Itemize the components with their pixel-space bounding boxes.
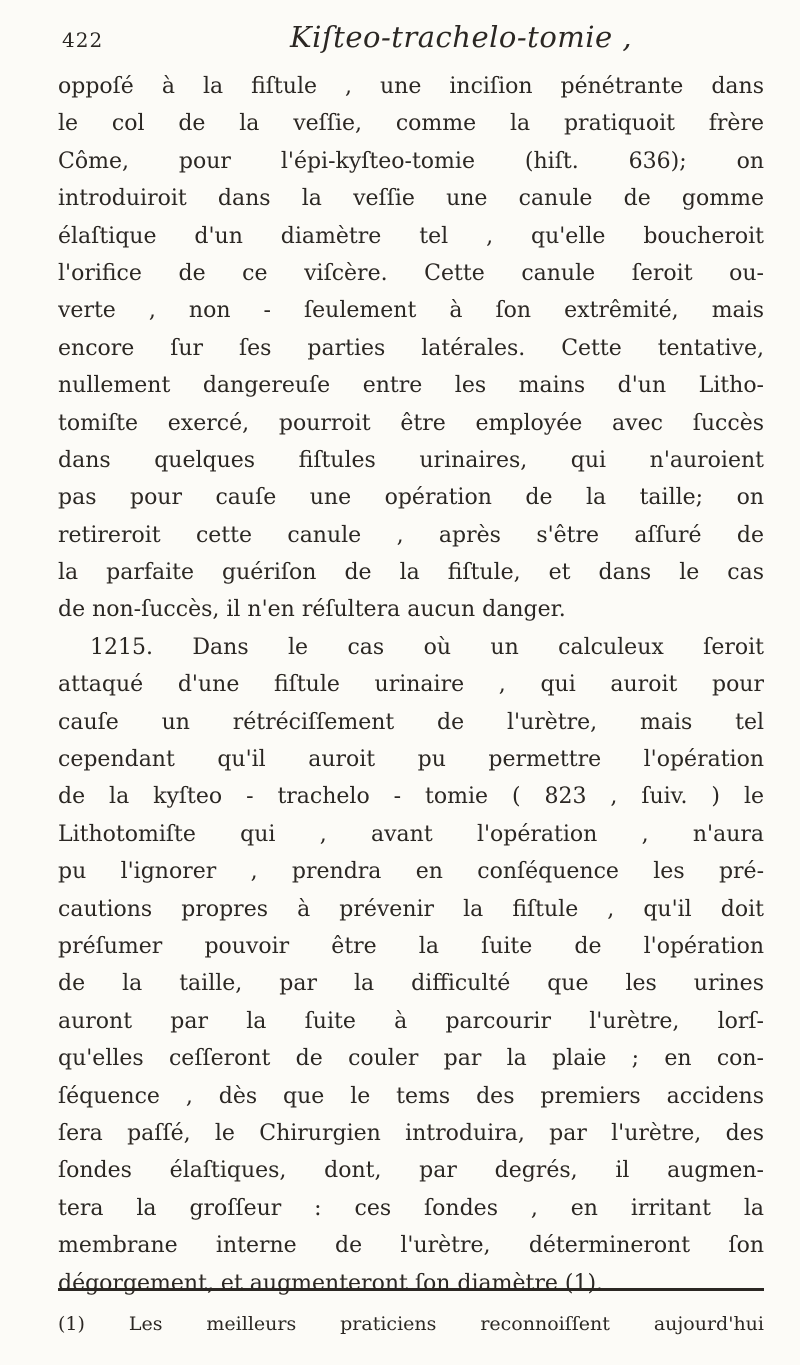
text-line: oppoſé à la fiſtule , une inciſion pénétrante dans: [58, 74, 764, 99]
text-line: qu'elles ceſſeront de couler par la plaie ; en con-: [58, 1046, 764, 1072]
text-line: de non-ſuccès, il n'en réſultera aucun danger.: [58, 597, 566, 623]
text-line: élaſtique d'un diamètre tel , qu'elle boucheroit: [58, 223, 764, 249]
text-line: cautions propres à prévenir la fiſtule , qu'il doit: [58, 896, 764, 922]
text-line: membrane interne de l'urètre, détermineront ſon: [58, 1233, 764, 1259]
text-line: l'orifice de ce viſcère. Cette canule ſeroit ou-: [58, 260, 764, 286]
text-line: cependant qu'il auroit pu permettre l'opération: [58, 747, 764, 773]
footnote: (1) Les meilleurs praticiens reconnoiſſent aujourd'hui: [58, 1313, 764, 1335]
text-line: préſumer pouvoir être la ſuite de l'opération: [58, 933, 764, 959]
text-line: Lithotomiſte qui , avant l'opération , n'aura: [58, 821, 764, 847]
text-line: introduiroit dans la veſſie une canule de gomme: [58, 186, 764, 212]
main-text: [58, 68, 764, 1302]
text-line: encore ſur ſes parties latérales. Cette tentative,: [58, 335, 764, 361]
text-line: nullement dangereuſe entre les mains d'un Litho-: [58, 373, 764, 399]
text-line: de la taille, par la difficulté que les urines: [58, 971, 764, 997]
text-line: tera la groſſeur : ces ſondes , en irritant la: [58, 1195, 764, 1221]
footnote-divider: [58, 1288, 764, 1291]
page-header: [62, 14, 762, 62]
paragraph-1215-start: 1215. Dans le cas où un calculeux ſeroit: [90, 634, 764, 660]
text-line: cauſe un rétréciſſement de l'urètre, mais tel: [58, 709, 764, 735]
text-line: ſera paſſé, le Chirurgien introduira, par l'urètre, des: [58, 1120, 764, 1146]
text-line: dans quelques fiſtules urinaires, qui n'auroient: [58, 447, 764, 473]
text-line: pu l'ignorer , prendra en conſéquence les pré-: [58, 859, 764, 885]
text-line: de la kyſteo - trachelo - tomie ( 823 , ſuiv. ) le: [58, 784, 764, 810]
running-title: Kiſteo-trachelo-tomie ,: [290, 20, 633, 54]
text-line: Côme, pour l'épi-kyſteo-tomie (hiſt. 636); on: [58, 148, 764, 174]
text-line: ſondes élaſtiques, dont, par degrés, il augmen-: [58, 1158, 764, 1184]
text-line: le col de la veſſie, comme la pratiquoit frère: [58, 111, 764, 137]
page-number: 422: [62, 28, 104, 52]
text-line: attaqué d'une fiſtule urinaire , qui auroit pour: [58, 672, 764, 698]
text-line: dégorgement, et augmenteront ſon diamètre (1).: [58, 1270, 604, 1296]
text-line: ſéquence , dès que le tems des premiers accidens: [58, 1083, 764, 1109]
text-line: tomiſte exercé, pourroit être employée avec ſuccès: [58, 410, 764, 436]
text-line: auront par la ſuite à parcourir l'urètre, lorſ-: [58, 1008, 764, 1034]
text-line: la parfaite guériſon de la fiſtule, et dans le cas: [58, 560, 764, 586]
text-line: retireroit cette canule , après s'être aſſuré de: [58, 522, 764, 548]
text-line: verte , non - ſeulement à ſon extrêmité, mais: [58, 298, 764, 324]
text-line: pas pour cauſe une opération de la taille; on: [58, 485, 764, 511]
